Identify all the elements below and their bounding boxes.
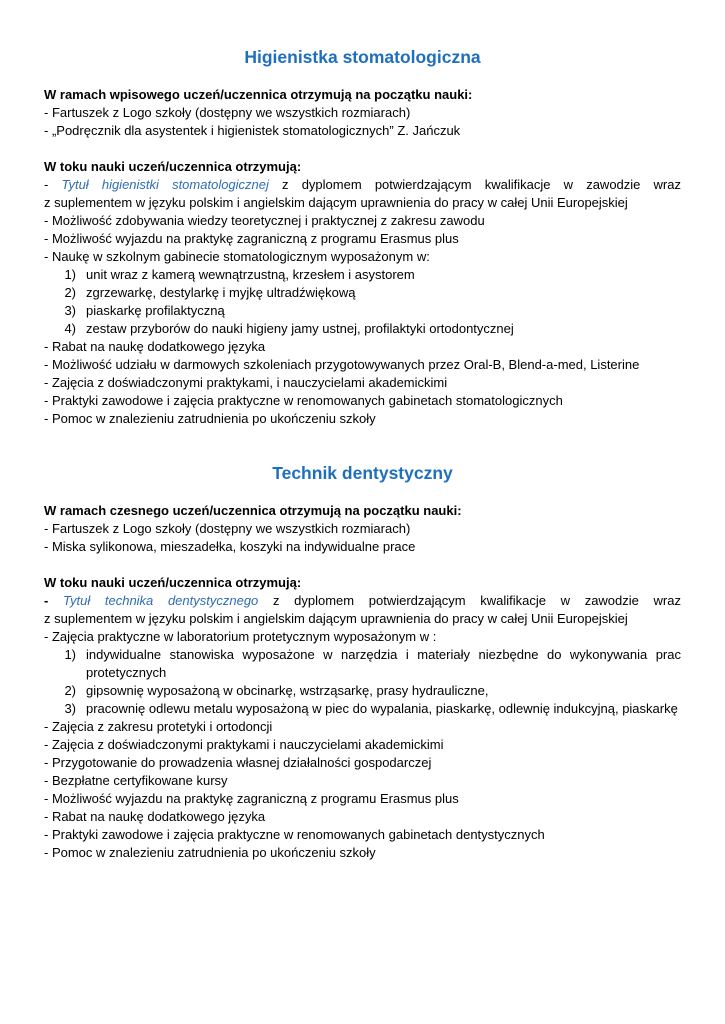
- list-item: - Zajęcia z doświadczonymi praktykami i nauczycielami akademickimi: [44, 737, 444, 752]
- during-heading: W toku nauki uczeń/uczennica otrzymują:: [44, 159, 302, 174]
- document-page: [44, 0, 681, 862]
- list-item: - Praktyki zawodowe i zajęcia praktyczne w renomowanych gabinetach stomatologicznych: [44, 393, 563, 408]
- numbered-item: [44, 266, 681, 284]
- item-text: piaskarkę profilaktyczną: [86, 303, 225, 318]
- list-item: - Fartuszek z Logo szkoły (dostępny we wszystkich rozmiarach): [44, 105, 411, 120]
- list-item: - Naukę w szkolnym gabinecie stomatologicznym wyposażonym w:: [44, 249, 430, 264]
- item-text: zgrzewarkę, destylarkę i myjkę ultradźwiękową: [86, 285, 356, 300]
- numbered-item: [44, 700, 681, 718]
- intro-heading: W ramach czesnego uczeń/uczennica otrzymują na początku nauki:: [44, 503, 462, 518]
- diploma-line: [44, 176, 681, 194]
- item-number: 4): [64, 321, 76, 336]
- list-item: - „Podręcznik dla asystentek i higienistek stomatologicznych” Z. Jańczuk: [44, 123, 461, 138]
- list-item: - Możliwość udziału w darmowych szkoleniach przygotowywanych przez Oral-B, Blend-a-med, Listerine: [44, 357, 640, 372]
- list-item: - Zajęcia z doświadczonymi praktykami, i nauczycielami akademickimi: [44, 375, 448, 390]
- section-title-technik: Technik dentystyczny: [272, 463, 453, 483]
- dash: -: [44, 177, 62, 192]
- item-text: unit wraz z kamerą wewnątrzustną, krzesłem i asystorem: [86, 267, 415, 282]
- item-number: 1): [64, 267, 76, 282]
- item-number: 3): [64, 303, 76, 318]
- numbered-item: [44, 302, 681, 320]
- item-text: pracownię odlewu metalu wyposażoną w piec do wypalania, piaskarkę, odlewnię indukcyjną, piaskarkę: [86, 701, 678, 716]
- numbered-item: [44, 284, 681, 302]
- list-item: - Przygotowanie do prowadzenia własnej działalności gospodarczej: [44, 755, 432, 770]
- list-item: - Rabat na naukę dodatkowego języka: [44, 339, 266, 354]
- list-item: - Rabat na naukę dodatkowego języka: [44, 809, 266, 824]
- item-number: 3): [64, 701, 76, 716]
- list-item: - Zajęcia z zakresu protetyki i ortodoncji: [44, 719, 273, 734]
- numbered-item: [44, 320, 681, 338]
- list-item: - Praktyki zawodowe i zajęcia praktyczne w renomowanych gabinetach dentystycznych: [44, 827, 545, 842]
- item-text: indywidualne stanowiska wyposażone w narzędzia i materiały niezbędne do wykonywania prac protetycznych: [86, 647, 681, 680]
- list-item: - Bezpłatne certyfikowane kursy: [44, 773, 228, 788]
- list-item: - Możliwość zdobywania wiedzy teoretycznej i praktycznej z zakresu zawodu: [44, 213, 485, 228]
- section-title-higienistka: Higienistka stomatologiczna: [244, 47, 481, 67]
- intro-heading: W ramach wpisowego uczeń/uczennica otrzymują na początku nauki:: [44, 87, 473, 102]
- list-item: - Zajęcia praktyczne w laboratorium protetycznym wyposażonym w :: [44, 629, 437, 644]
- numbered-item: [44, 682, 681, 700]
- item-text: gipsownię wyposażoną w obcinarkę, wstrząsarkę, prasy hydrauliczne,: [86, 683, 489, 698]
- list-item: - Miska sylikonowa, mieszadełka, koszyki na indywidualne prace: [44, 539, 416, 554]
- list-item: - Możliwość wyjazdu na praktykę zagraniczną z programu Erasmus plus: [44, 791, 459, 806]
- diploma-text: z dyplomem potwierdzającym kwalifikacje w zawodzie wraz: [268, 177, 681, 192]
- diploma-text: z dyplomem potwierdzającym kwalifikacje w zawodzie wraz: [258, 593, 681, 608]
- item-number: 2): [64, 285, 76, 300]
- diploma-title: Tytuł technika dentystycznego: [63, 593, 259, 608]
- item-number: 2): [64, 683, 76, 698]
- list-item: - Pomoc w znalezieniu zatrudnienia po ukończeniu szkoły: [44, 411, 376, 426]
- item-text: zestaw przyborów do nauki higieny jamy ustnej, profilaktyki ortodontycznej: [86, 321, 514, 336]
- list-item: - Możliwość wyjazdu na praktykę zagraniczną z programu Erasmus plus: [44, 231, 459, 246]
- list-item: - Fartuszek z Logo szkoły (dostępny we wszystkich rozmiarach): [44, 521, 411, 536]
- item-number: 1): [64, 647, 76, 662]
- numbered-item: [44, 646, 681, 682]
- diploma-line: [44, 592, 681, 610]
- diploma-line-2: z suplementem w języku polskim i angielskim dającym uprawnienia do pracy w całej Unii Europejskiej: [44, 195, 628, 210]
- list-item: - Pomoc w znalezieniu zatrudnienia po ukończeniu szkoły: [44, 845, 376, 860]
- diploma-line-2: z suplementem w języku polskim i angielskim dającym uprawnienia do pracy w całej Unii Europejskiej: [44, 611, 628, 626]
- diploma-title: Tytuł higienistki stomatologicznej: [61, 177, 269, 192]
- during-heading: W toku nauki uczeń/uczennica otrzymują:: [44, 575, 302, 590]
- dash: -: [44, 593, 63, 608]
